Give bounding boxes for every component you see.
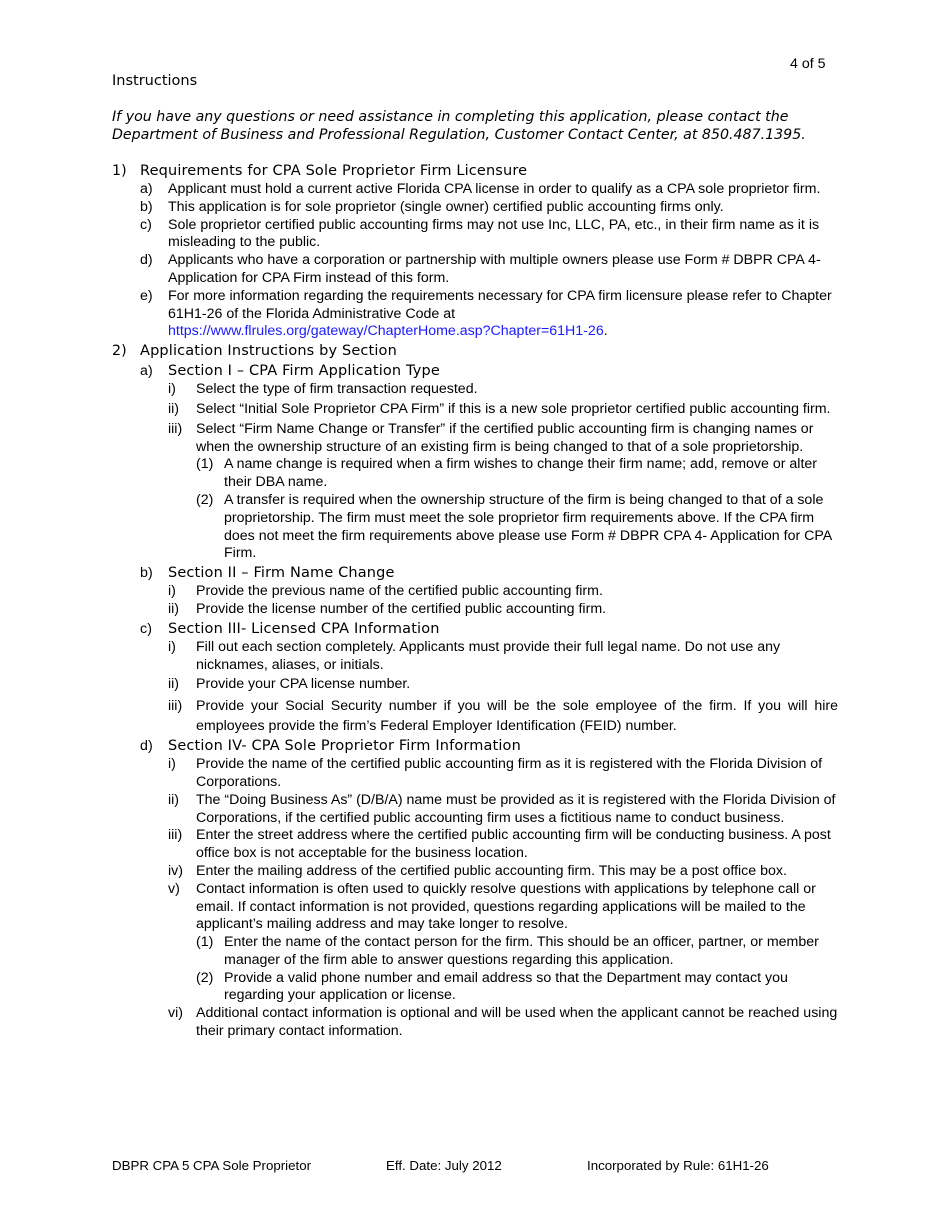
list-label: i) — [168, 381, 176, 398]
list-label: (1) — [196, 934, 214, 951]
list-item — [0, 401, 838, 419]
list-item — [0, 934, 838, 970]
list-text: Select the type of firm transaction requested. — [196, 381, 478, 398]
list-label: i) — [168, 756, 176, 773]
list-item — [0, 456, 838, 492]
list-text: A transfer is required when the ownership structure of the firm is being changed to that of a sole proprietorship. The firm must meet the sole proprietor firm requirements above. If the CPA firm does not meet the firm requirements above please use Form # DBPR CPA 4- Application for CPA Firm. — [224, 491, 832, 562]
footer-effective-date: Eff. Date: July 2012 — [386, 1158, 502, 1173]
list-label: c) — [140, 620, 153, 637]
list-item — [0, 583, 838, 601]
list-item — [0, 863, 838, 881]
list-label: ii) — [168, 400, 180, 417]
list-label: iii) — [168, 698, 183, 715]
list-text: Enter the mailing address of the certified public accounting firm. This may be a post office box. — [196, 862, 787, 879]
list-item — [0, 881, 838, 934]
list-label: ii) — [168, 676, 180, 693]
list-item — [0, 601, 838, 619]
list-text: Additional contact information is optional and will be used when the applicant cannot be reached using their primary contact information. — [196, 1005, 838, 1040]
list-label: e) — [140, 287, 153, 304]
subsection-title: Section III- Licensed CPA Information — [168, 620, 440, 637]
list-text: Applicants who have a corporation or partnership with multiple owners please use Form # DBPR CPA 4- Application for CPA Firm instead of this form. — [168, 252, 821, 286]
list-text: For more information regarding the requirements necessary for CPA firm licensure please refer to Chapter 61H1-26 of the Florida Administrative Code at — [168, 287, 832, 322]
section-1-heading — [0, 161, 950, 181]
list-text: Provide your Social Security number if you will be the sole employee of the firm. If you will hire employees provide the firm’s Federal Employer Identification (FEID) number. — [196, 698, 838, 735]
list-text: A name change is required when a firm wishes to change their firm name; add, remove or alter their DBA name. — [224, 456, 818, 491]
list-item — [0, 288, 838, 341]
instructions-list — [0, 161, 950, 1041]
section-title: Application Instructions by Section — [140, 343, 397, 360]
list-item — [0, 421, 838, 457]
list-text: Provide the name of the certified public accounting firm as it is registered with the Florida Division of Corporations. — [196, 756, 823, 790]
list-text: Contact information is often used to quickly resolve questions with applications by telephone call or email. If contact information is not provided, questions regarding applications will be mailed to the applicant’s mailing address and may take longer to resolve. — [196, 880, 816, 933]
list-label: (2) — [196, 491, 214, 508]
list-text: Select “Initial Sole Proprietor CPA Firm” if this is a new sole proprietor certified public accounting firm. — [196, 400, 831, 417]
list-item — [0, 827, 838, 863]
list-text: Applicant must hold a current active Florida CPA license in order to qualify as a CPA sole proprietor firm. — [168, 181, 821, 197]
list-text: Provide a valid phone number and email address so that the Department may contact you regarding your application or license. — [224, 969, 788, 1004]
list-label: iv) — [168, 862, 183, 879]
list-label: a) — [140, 363, 153, 380]
intro-contact-note: If you have any questions or need assistance in completing this application, please contact the Department of Business and Professional Regulation, Customer Contact Center, at 850.487.1395. — [112, 109, 806, 143]
subsection-title: Section IV- CPA Sole Proprietor Firm Information — [168, 738, 521, 755]
subsection-title: Section II – Firm Name Change — [168, 565, 395, 582]
list-text-wrap — [168, 288, 838, 341]
list-item — [0, 1005, 838, 1041]
list-item — [0, 492, 838, 563]
list-label: (2) — [196, 969, 214, 986]
list-item — [0, 381, 838, 399]
list-text: Enter the name of the contact person for the firm. This should be an officer, partner, or member manager of the firm able to answer questions regarding this application. — [224, 934, 819, 968]
flrules-chapter-link[interactable]: https://www.flrules.org/gateway/ChapterHome.asp?Chapter=61H1-26 — [168, 323, 604, 340]
list-label: i) — [168, 583, 176, 600]
section-2-heading — [0, 341, 950, 361]
list-label: c) — [140, 216, 152, 233]
page-heading: Instructions — [112, 73, 198, 89]
list-label: iii) — [168, 827, 183, 844]
link-period: . — [603, 323, 608, 340]
subsection-title: Section I – CPA Firm Application Type — [168, 363, 440, 380]
list-text: Select “Firm Name Change or Transfer” if the certified public accounting firm is changing names or when the ownership structure of an existing firm is being changed to that of a sole proprietorship. — [196, 420, 814, 455]
list-item — [0, 181, 838, 199]
list-item — [0, 792, 838, 828]
list-item — [0, 756, 838, 792]
footer-rule: Incorporated by Rule: 61H1-26 — [587, 1158, 769, 1173]
list-label: i) — [168, 638, 176, 655]
subsection-d-heading — [0, 736, 950, 756]
subsection-c-heading — [0, 619, 950, 639]
list-text: Provide the license number of the certified public accounting firm. — [196, 600, 607, 617]
list-label: a) — [140, 181, 153, 197]
list-text: Fill out each section completely. Applicants must provide their full legal name. Do not use any nicknames, aliases, or initials. — [196, 638, 781, 673]
list-item — [0, 639, 838, 675]
list-label: b) — [140, 565, 153, 582]
list-item — [0, 696, 838, 736]
list-label: d) — [140, 738, 153, 755]
section-title: Requirements for CPA Sole Proprietor Firm Licensure — [140, 163, 528, 179]
list-text: The “Doing Business As” (D/B/A) name must be provided as it is registered with the Florida Division of Corporations, if the certified public accounting firm uses a fictitious name to conduct business. — [196, 791, 836, 826]
list-item — [0, 676, 838, 694]
list-label: (1) — [196, 456, 214, 473]
list-label: ii) — [168, 600, 180, 617]
list-text: Provide your CPA license number. — [196, 676, 411, 693]
subsection-a-heading — [0, 361, 950, 381]
list-text: Provide the previous name of the certified public accounting firm. — [196, 583, 603, 600]
list-label: v) — [168, 880, 180, 897]
page-number: 4 of 5 — [790, 56, 826, 72]
list-item — [0, 199, 838, 217]
list-number: 2) — [112, 343, 127, 360]
list-text: Enter the street address where the certified public accounting firm will be conducting business. A post office box is not acceptable for the business location. — [196, 827, 831, 862]
list-text: Sole proprietor certified public accounting firms may not use Inc, LLC, PA, etc., in their firm name as it is misleading to the public. — [168, 216, 820, 251]
subsection-b-heading — [0, 563, 950, 583]
list-text: This application is for sole proprietor (single owner) certified public accounting firms only. — [168, 198, 724, 215]
list-label: iii) — [168, 420, 183, 437]
list-label: b) — [140, 198, 153, 215]
list-item — [0, 217, 838, 253]
list-label: ii) — [168, 791, 180, 808]
list-item — [0, 252, 838, 288]
list-item — [0, 970, 838, 1006]
list-label: d) — [140, 252, 153, 269]
list-number: 1) — [112, 163, 127, 179]
footer-form-name: DBPR CPA 5 CPA Sole Proprietor — [112, 1158, 312, 1173]
list-label: vi) — [168, 1005, 183, 1022]
